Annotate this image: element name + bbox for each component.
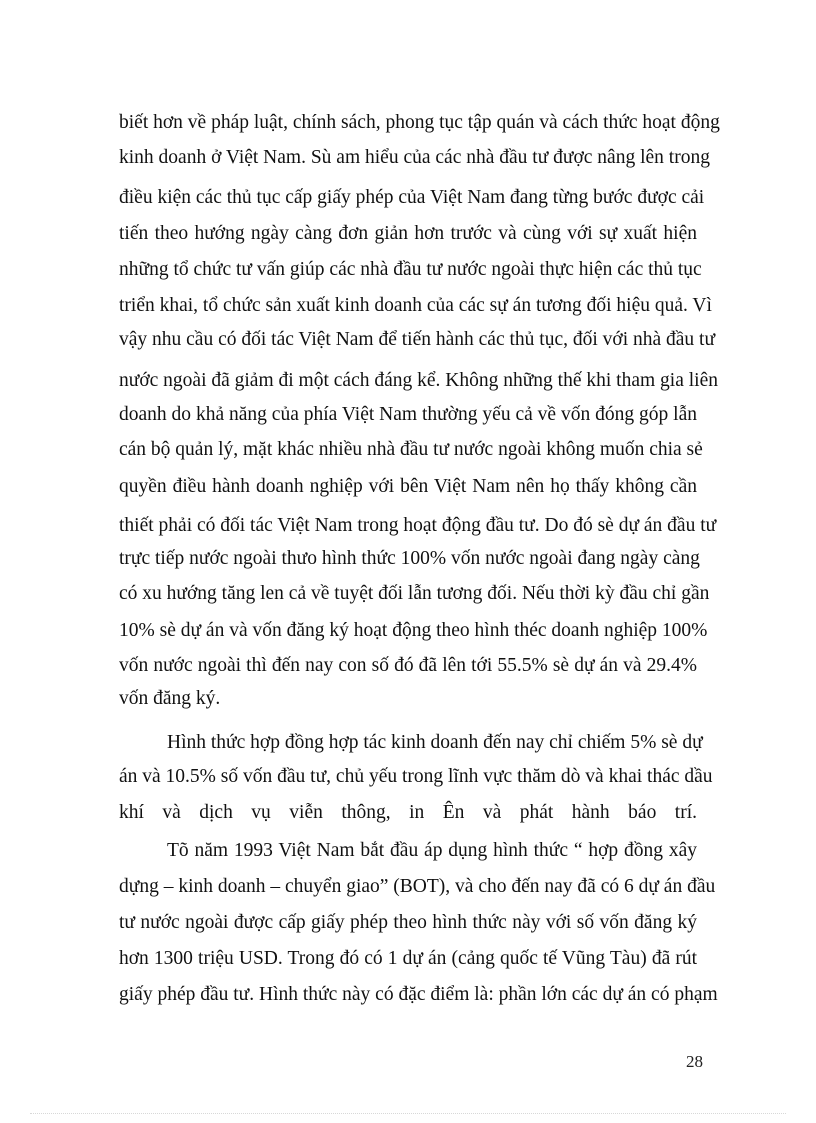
body-text-line: kinh doanh ở Việt Nam. Sù am hiểu của các nhà đầu tư được nâng lên trong — [119, 147, 710, 168]
body-text-line: cán bộ quản lý, mặt khác nhiều nhà đầu tư nước ngoài không muốn chia sẻ — [119, 439, 703, 460]
body-text-line: quyền điều hành doanh nghiệp với bên Việt Nam nên họ thấy không cần — [119, 476, 697, 497]
page-number: 28 — [686, 1052, 703, 1071]
body-text-line: án và 10.5% số vốn đầu tư, chủ yếu trong lĩnh vực thăm dò và khai thác dầu — [119, 766, 713, 787]
body-text-line: giấy phép đầu tư. Hình thức này có đặc điểm là: phần lớn các dự án có phạm — [119, 984, 718, 1005]
body-text-line: triển khai, tổ chức sản xuất kinh doanh của các sự án tương đối hiệu quả. Vì — [119, 295, 712, 316]
body-text-line: nước ngoài đã giảm đi một cách đáng kể. Không những thế khi tham gia liên — [119, 370, 718, 391]
body-text-line: những tổ chức tư vấn giúp các nhà đầu tư nước ngoài thực hiện các thủ tục — [119, 259, 702, 280]
body-text-line: có xu hướng tăng len cả về tuyệt đối lẫn tương đối. Nếu thời kỳ đầu chỉ gần — [119, 583, 710, 604]
body-text-line: hơn 1300 triệu USD. Trong đó có 1 dự án (cảng quốc tế Vũng Tàu) đã rút — [119, 948, 697, 969]
body-text-line: vốn nước ngoài thì đến nay con số đó đã lên tới 55.5% sè dự án và 29.4% — [119, 655, 697, 676]
body-text-line: Tõ năm 1993 Việt Nam bắt đầu áp dụng hình thức “ hợp đồng xây — [167, 840, 697, 861]
body-text-line: biết hơn về pháp luật, chính sách, phong tục tập quán và cách thức hoạt động — [119, 112, 720, 133]
body-text-line: khí và dịch vụ viễn thông, in Ên và phát hành báo trí. — [119, 802, 697, 823]
body-text-line: doanh do khả năng của phía Việt Nam thường yếu cả về vốn đóng góp lẫn — [119, 404, 697, 425]
page-bottom-border — [30, 1113, 786, 1114]
body-text-line: tư nước ngoài được cấp giấy phép theo hình thức này với số vốn đăng ký — [119, 912, 697, 933]
body-text-line: dựng – kinh doanh – chuyển giao” (BOT), và cho đến nay đã có 6 dự án đầu — [119, 876, 716, 897]
body-text-line: vốn đăng ký. — [119, 688, 221, 709]
body-text-line: tiến theo hướng ngày càng đơn giản hơn trước và cùng với sự xuất hiện — [119, 223, 697, 244]
body-text-line: điều kiện các thủ tục cấp giấy phép của Việt Nam đang từng bước được cải — [119, 187, 705, 208]
body-text-line: vậy nhu cầu có đối tác Việt Nam để tiến hành các thủ tục, đối với nhà đầu tư — [119, 329, 716, 350]
body-text-line: thiết phải có đối tác Việt Nam trong hoạt động đầu tư. Do đó sè dự án đầu tư — [119, 515, 717, 536]
body-text-line: 10% sè dự án và vốn đăng ký hoạt động theo hình théc doanh nghiệp 100% — [119, 620, 708, 641]
body-text-line: trực tiếp nước ngoài thưo hình thức 100% vốn nước ngoài đang ngày càng — [119, 548, 700, 569]
body-text-line: Hình thức hợp đồng hợp tác kinh doanh đến nay chỉ chiếm 5% sè dự — [167, 732, 703, 753]
